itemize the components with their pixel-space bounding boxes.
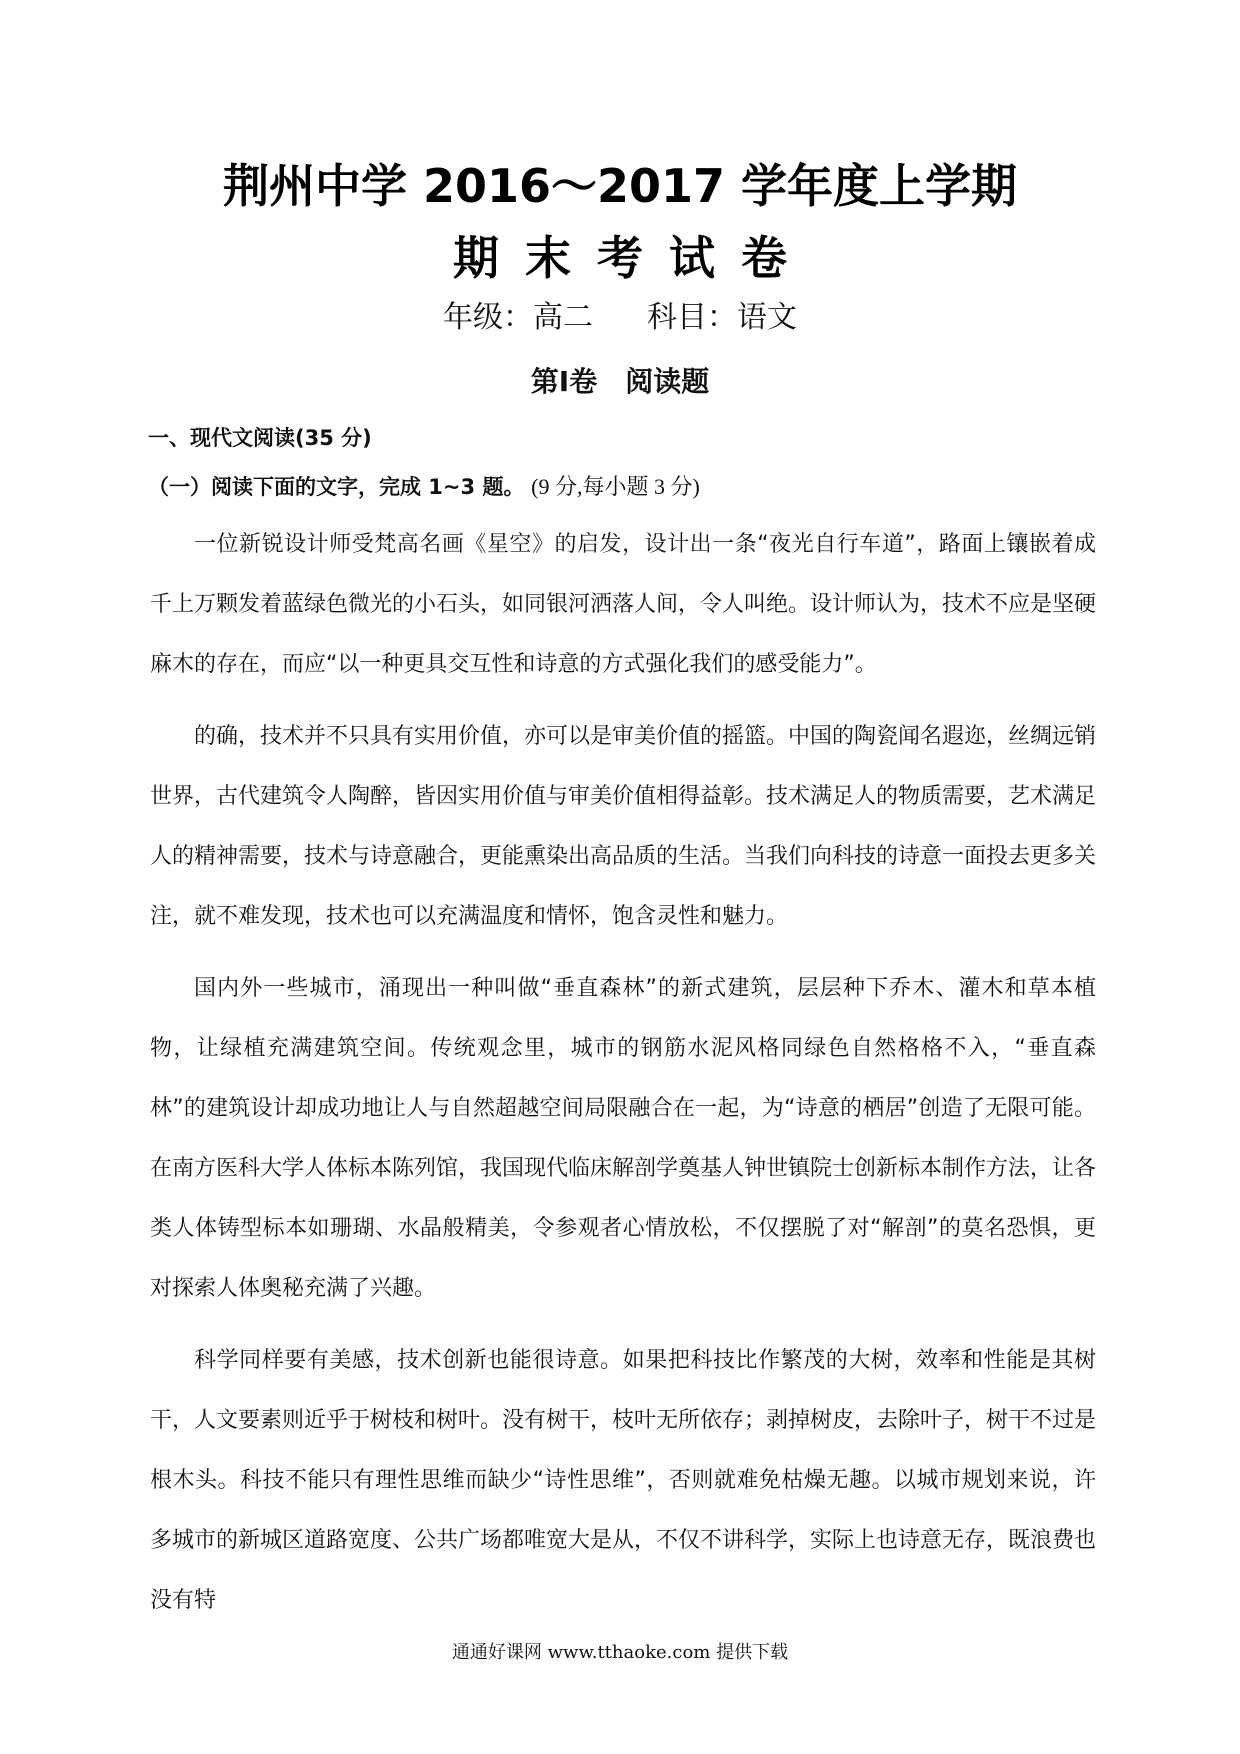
passage-paragraph: 的确，技术并不只具有实用价值，亦可以是审美价值的摇篮。中国的陶瓷闻名遐迩，丝绸远销世界，古代建筑令人陶醉，皆因实用价值与审美价值相得益彰。技术满足人的物质需要，艺术满足人的精神需要，技术与诗意融合，更能熏染出高品质的生活。当我们向科技的诗意一面投去更多关注，就不难发现，技术也可以充满温度和情怀，饱含灵性和魅力。 (150, 724, 1097, 929)
subject-label: 科目：语文 (647, 300, 797, 335)
volume-title: 第Ⅰ卷 阅读题 (530, 365, 710, 398)
subsection-instruction: （一）阅读下面的文字，完成 1~3 题。 (148, 475, 525, 499)
score-note: (9 分,每小题 3 分) (531, 474, 700, 499)
reading-passage (150, 515, 1096, 1643)
exam-subtitle: 期末考试卷 (453, 231, 813, 285)
page-footer: 通通好课网 www.tthaoke.com 提供下载 (451, 1642, 789, 1663)
section-heading: 一、现代文阅读(35 分) (148, 426, 372, 450)
subsection-heading (148, 470, 700, 501)
grade-label: 年级：高二 (443, 300, 593, 335)
passage-paragraph: 国内外一些城市，涌现出一种叫做“垂直森林”的新式建筑，层层种下乔木、灌木和草本植物，让绿植充满建筑空间。传统观念里，城市的钢筋水泥风格同绿色自然格格不入，“垂直森林”的建筑设计却成功地让人与自然超越空间局限融合在一起，为“诗意的栖居”创造了无限可能。在南方医科大学人体标本陈列馆，我国现代临床解剖学奠基人钟世镇院士创新标本制作方法，让各类人体铸型标本如珊瑚、水晶般精美，令参观者心情放松，不仅摆脱了对“解剖”的莫名恐惧，更对探索人体奥秘充满了兴趣。 (150, 976, 1097, 1301)
passage-paragraph: 科学同样要有美感，技术创新也能很诗意。如果把科技比作繁茂的大树，效率和性能是其树干，人文要素则近乎于树枝和树叶。没有树干，枝叶无所依存；剥掉树皮，去除叶子，树干不过是根木头。科技不能只有理性思维而缺少“诗性思维”，否则就难免枯燥无趣。以城市规划来说，许多城市的新城区道路宽度、公共广场都唯宽大是从，不仅不讲科学，实际上也诗意无存，既浪费也没有特 (150, 1348, 1097, 1613)
exam-title: 荆州中学 2016～2017 学年度上学期 (222, 159, 1018, 213)
passage-paragraph: 一位新锐设计师受梵高名画《星空》的启发，设计出一条“夜光自行车道”，路面上镶嵌着成千上万颗发着蓝绿色微光的小石头，如同银河洒落人间，令人叫绝。设计师认为，技术不应是坚硬麻木的存在，而应“以一种更具交互性和诗意的方式强化我们的感受能力”。 (150, 532, 1097, 677)
exam-meta (0, 292, 1240, 336)
